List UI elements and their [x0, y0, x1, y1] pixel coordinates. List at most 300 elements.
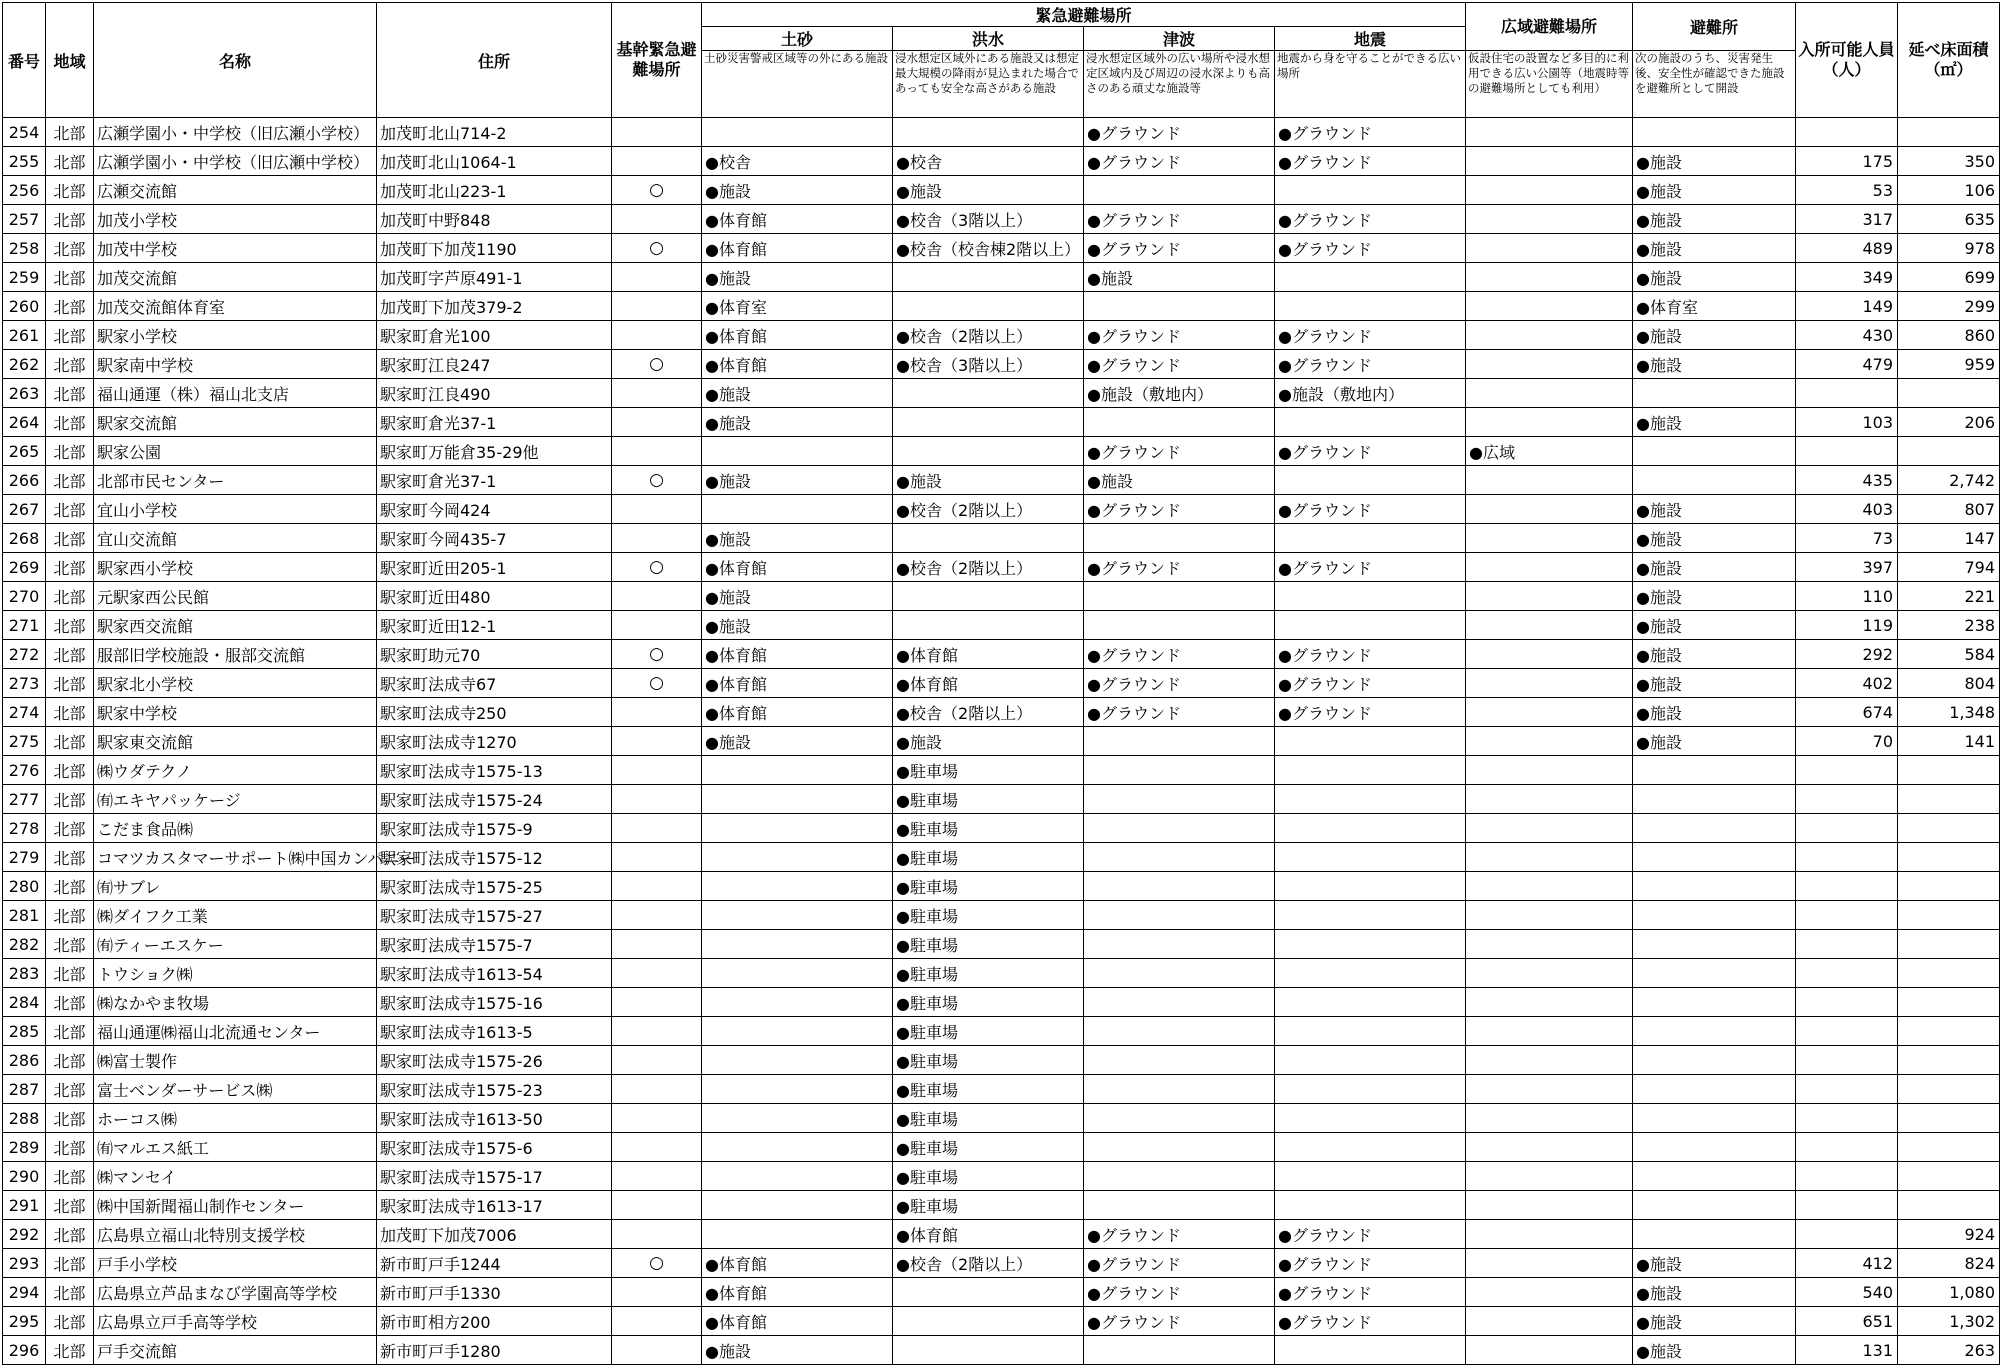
row-shelter: ●体育室 [1633, 292, 1796, 321]
row-floor-area: 860 [1898, 321, 2000, 350]
row-base-emergency [612, 321, 702, 350]
table-row [3, 959, 2000, 988]
row-shelter [1633, 1191, 1796, 1220]
table-row [3, 408, 2000, 437]
row-landslide [702, 814, 893, 843]
table-row [3, 669, 2000, 698]
row-tsunami [1084, 524, 1275, 553]
row-flood [893, 263, 1084, 292]
row-landslide [702, 756, 893, 785]
row-wide-area [1466, 147, 1633, 176]
row-shelter: ●施設 [1633, 553, 1796, 582]
row-capacity [1796, 437, 1898, 466]
row-capacity: 435 [1796, 466, 1898, 495]
row-number: 282 [3, 930, 46, 959]
row-base-emergency [612, 263, 702, 292]
header-capacity: 入所可能人員（人） [1796, 3, 1898, 118]
row-shelter: ●施設 [1633, 698, 1796, 727]
row-name: 加茂交流館 [94, 263, 377, 292]
table-row [3, 1249, 2000, 1278]
row-shelter [1633, 930, 1796, 959]
row-shelter: ●施設 [1633, 1249, 1796, 1278]
header-flood: 洪水 [893, 27, 1084, 51]
row-tsunami [1084, 901, 1275, 930]
row-shelter: ●施設 [1633, 611, 1796, 640]
row-flood: ●体育館 [893, 640, 1084, 669]
row-region: 北部 [46, 785, 94, 814]
row-earthquake [1275, 872, 1466, 901]
row-landslide: ●施設 [702, 408, 893, 437]
row-floor-area: 299 [1898, 292, 2000, 321]
row-number: 288 [3, 1104, 46, 1133]
row-name: 服部旧学校施設・服部交流館 [94, 640, 377, 669]
header-emergency-group: 緊急避難場所 [702, 3, 1466, 27]
row-number: 285 [3, 1017, 46, 1046]
row-base-emergency [612, 1104, 702, 1133]
row-tsunami: ●グラウンド [1084, 553, 1275, 582]
row-region: 北部 [46, 292, 94, 321]
row-earthquake: ●グラウンド [1275, 437, 1466, 466]
row-landslide: ●体育館 [702, 321, 893, 350]
table-row [3, 727, 2000, 756]
row-number: 260 [3, 292, 46, 321]
row-flood [893, 292, 1084, 321]
row-shelter [1633, 756, 1796, 785]
row-tsunami [1084, 872, 1275, 901]
row-address: 加茂町北山223-1 [377, 176, 612, 205]
row-flood: ●施設 [893, 176, 1084, 205]
row-capacity: 479 [1796, 350, 1898, 379]
row-tsunami [1084, 843, 1275, 872]
row-floor-area [1898, 785, 2000, 814]
table-row [3, 785, 2000, 814]
table-row [3, 1191, 2000, 1220]
row-base-emergency: ○ [612, 234, 702, 263]
row-floor-area: 2,742 [1898, 466, 2000, 495]
row-earthquake: ●グラウンド [1275, 234, 1466, 263]
row-flood: ●駐車場 [893, 814, 1084, 843]
row-flood [893, 1278, 1084, 1307]
shelter-table [2, 2, 2000, 1365]
row-shelter: ●施設 [1633, 669, 1796, 698]
row-floor-area: 1,080 [1898, 1278, 2000, 1307]
row-floor-area: 141 [1898, 727, 2000, 756]
row-shelter: ●施設 [1633, 205, 1796, 234]
row-address: 駅家町法成寺1575-13 [377, 756, 612, 785]
row-address: 駅家町万能倉35-29他 [377, 437, 612, 466]
row-landslide [702, 959, 893, 988]
row-address: 駅家町近田12-1 [377, 611, 612, 640]
row-floor-area [1898, 1104, 2000, 1133]
row-flood [893, 611, 1084, 640]
row-flood: ●駐車場 [893, 959, 1084, 988]
row-number: 254 [3, 118, 46, 147]
row-capacity [1796, 1075, 1898, 1104]
row-floor-area: 106 [1898, 176, 2000, 205]
row-region: 北部 [46, 959, 94, 988]
row-tsunami: ●グラウンド [1084, 147, 1275, 176]
row-tsunami [1084, 1017, 1275, 1046]
row-name: トウショク㈱ [94, 959, 377, 988]
table-row [3, 466, 2000, 495]
row-floor-area [1898, 814, 2000, 843]
row-address: 駅家町法成寺1613-50 [377, 1104, 612, 1133]
row-shelter: ●施設 [1633, 147, 1796, 176]
row-address: 駅家町近田205-1 [377, 553, 612, 582]
row-wide-area [1466, 1017, 1633, 1046]
row-number: 258 [3, 234, 46, 263]
row-landslide [702, 1162, 893, 1191]
row-address: 駅家町助元70 [377, 640, 612, 669]
row-landslide: ●施設 [702, 611, 893, 640]
table-row [3, 872, 2000, 901]
row-number: 287 [3, 1075, 46, 1104]
row-wide-area [1466, 611, 1633, 640]
row-shelter [1633, 118, 1796, 147]
row-capacity: 110 [1796, 582, 1898, 611]
row-landslide [702, 1104, 893, 1133]
row-tsunami [1084, 408, 1275, 437]
table-row [3, 582, 2000, 611]
row-earthquake: ●グラウンド [1275, 1220, 1466, 1249]
row-flood: ●校舎（2階以上） [893, 553, 1084, 582]
row-earthquake: ●グラウンド [1275, 669, 1466, 698]
row-capacity [1796, 1133, 1898, 1162]
row-address: 駅家町江良247 [377, 350, 612, 379]
row-tsunami: ●グラウンド [1084, 205, 1275, 234]
row-name: 加茂中学校 [94, 234, 377, 263]
row-wide-area [1466, 205, 1633, 234]
row-tsunami [1084, 756, 1275, 785]
row-name: 広島県立芦品まなび学園高等学校 [94, 1278, 377, 1307]
table-row [3, 118, 2000, 147]
row-landslide [702, 988, 893, 1017]
row-capacity: 397 [1796, 553, 1898, 582]
row-base-emergency [612, 1162, 702, 1191]
row-region: 北部 [46, 205, 94, 234]
row-address: 駅家町法成寺1575-16 [377, 988, 612, 1017]
row-name: 加茂小学校 [94, 205, 377, 234]
row-number: 284 [3, 988, 46, 1017]
row-address: 新市町相方200 [377, 1307, 612, 1336]
row-tsunami [1084, 814, 1275, 843]
row-shelter: ●施設 [1633, 1307, 1796, 1336]
row-number: 275 [3, 727, 46, 756]
table-row [3, 1220, 2000, 1249]
row-number: 261 [3, 321, 46, 350]
row-wide-area [1466, 640, 1633, 669]
row-shelter [1633, 1162, 1796, 1191]
row-tsunami [1084, 1046, 1275, 1075]
row-address: 駅家町法成寺1613-5 [377, 1017, 612, 1046]
row-shelter: ●施設 [1633, 408, 1796, 437]
row-tsunami [1084, 1075, 1275, 1104]
row-address: 加茂町下加茂379-2 [377, 292, 612, 321]
row-floor-area: 804 [1898, 669, 2000, 698]
row-number: 264 [3, 408, 46, 437]
row-capacity [1796, 756, 1898, 785]
row-wide-area [1466, 1162, 1633, 1191]
row-name: ホーコス㈱ [94, 1104, 377, 1133]
row-region: 北部 [46, 814, 94, 843]
row-tsunami [1084, 582, 1275, 611]
row-address: 新市町戸手1330 [377, 1278, 612, 1307]
row-number: 267 [3, 495, 46, 524]
row-floor-area: 350 [1898, 147, 2000, 176]
row-capacity: 412 [1796, 1249, 1898, 1278]
row-earthquake [1275, 1162, 1466, 1191]
row-floor-area: 1,302 [1898, 1307, 2000, 1336]
row-base-emergency [612, 698, 702, 727]
row-tsunami [1084, 292, 1275, 321]
row-wide-area [1466, 785, 1633, 814]
table-row [3, 553, 2000, 582]
header-tsunami: 津波 [1084, 27, 1275, 51]
row-number: 262 [3, 350, 46, 379]
row-wide-area [1466, 1133, 1633, 1162]
row-name: 広島県立戸手高等学校 [94, 1307, 377, 1336]
table-row [3, 640, 2000, 669]
row-tsunami [1084, 1104, 1275, 1133]
row-capacity: 131 [1796, 1336, 1898, 1365]
row-region: 北部 [46, 727, 94, 756]
row-wide-area [1466, 495, 1633, 524]
row-region: 北部 [46, 988, 94, 1017]
row-name: 駅家小学校 [94, 321, 377, 350]
row-region: 北部 [46, 843, 94, 872]
row-wide-area [1466, 379, 1633, 408]
row-tsunami: ●グラウンド [1084, 321, 1275, 350]
row-name: ㈱富士製作 [94, 1046, 377, 1075]
table-row [3, 930, 2000, 959]
row-base-emergency [612, 930, 702, 959]
row-address: 新市町戸手1244 [377, 1249, 612, 1278]
row-region: 北部 [46, 756, 94, 785]
row-address: 加茂町中野848 [377, 205, 612, 234]
row-tsunami [1084, 1162, 1275, 1191]
row-tsunami [1084, 727, 1275, 756]
table-row [3, 698, 2000, 727]
row-region: 北部 [46, 176, 94, 205]
header-number: 番号 [3, 3, 46, 118]
row-shelter [1633, 785, 1796, 814]
row-flood: ●駐車場 [893, 930, 1084, 959]
row-region: 北部 [46, 1307, 94, 1336]
row-landslide [702, 872, 893, 901]
table-row [3, 524, 2000, 553]
shelter-list-sheet [2, 2, 2000, 1365]
row-base-emergency [612, 1075, 702, 1104]
row-wide-area [1466, 118, 1633, 147]
row-region: 北部 [46, 872, 94, 901]
row-shelter [1633, 901, 1796, 930]
row-base-emergency: ○ [612, 553, 702, 582]
desc-wide-area: 仮設住宅の設置など多目的に利用できる広い公園等（地震時等の避難場所としても利用） [1466, 51, 1633, 118]
row-earthquake [1275, 263, 1466, 292]
row-address: 駅家町法成寺1575-6 [377, 1133, 612, 1162]
row-wide-area [1466, 814, 1633, 843]
row-floor-area [1898, 437, 2000, 466]
row-tsunami: ●グラウンド [1084, 1278, 1275, 1307]
row-flood: ●駐車場 [893, 988, 1084, 1017]
row-capacity [1796, 785, 1898, 814]
row-address: 駅家町法成寺1575-9 [377, 814, 612, 843]
desc-earthquake: 地震から身を守ることができる広い場所 [1275, 51, 1466, 118]
row-name: 福山通運（株）福山北支店 [94, 379, 377, 408]
row-earthquake [1275, 466, 1466, 495]
header-earthquake: 地震 [1275, 27, 1466, 51]
row-flood: ●校舎（2階以上） [893, 1249, 1084, 1278]
row-address: 駅家町法成寺1575-26 [377, 1046, 612, 1075]
row-address: 駅家町法成寺1575-7 [377, 930, 612, 959]
row-landslide [702, 1191, 893, 1220]
row-region: 北部 [46, 640, 94, 669]
row-name: ㈱ダイフク工業 [94, 901, 377, 930]
row-name: ㈲マルエス紙工 [94, 1133, 377, 1162]
row-floor-area [1898, 1046, 2000, 1075]
row-capacity [1796, 901, 1898, 930]
row-floor-area [1898, 872, 2000, 901]
row-number: 296 [3, 1336, 46, 1365]
row-region: 北部 [46, 1220, 94, 1249]
row-shelter [1633, 988, 1796, 1017]
header-address: 住所 [377, 3, 612, 118]
row-wide-area [1466, 988, 1633, 1017]
row-flood: ●校舎（2階以上） [893, 321, 1084, 350]
row-wide-area [1466, 1075, 1633, 1104]
row-flood: ●校舎（3階以上） [893, 350, 1084, 379]
row-region: 北部 [46, 582, 94, 611]
row-name: 広瀬交流館 [94, 176, 377, 205]
row-name: 宜山交流館 [94, 524, 377, 553]
row-name: 駅家西小学校 [94, 553, 377, 582]
row-wide-area [1466, 959, 1633, 988]
row-region: 北部 [46, 1191, 94, 1220]
row-flood: ●校舎（校舎棟2階以上） [893, 234, 1084, 263]
row-capacity [1796, 1162, 1898, 1191]
row-landslide [702, 1220, 893, 1249]
row-wide-area [1466, 1278, 1633, 1307]
row-tsunami: ●グラウンド [1084, 437, 1275, 466]
row-flood: ●駐車場 [893, 843, 1084, 872]
row-name: ㈱なかやま牧場 [94, 988, 377, 1017]
row-number: 255 [3, 147, 46, 176]
row-earthquake: ●施設（敷地内） [1275, 379, 1466, 408]
row-floor-area: 978 [1898, 234, 2000, 263]
row-base-emergency: ○ [612, 350, 702, 379]
row-shelter [1633, 843, 1796, 872]
row-capacity: 349 [1796, 263, 1898, 292]
row-landslide [702, 1046, 893, 1075]
row-tsunami [1084, 930, 1275, 959]
table-row [3, 350, 2000, 379]
row-landslide: ●体育館 [702, 1278, 893, 1307]
row-capacity [1796, 930, 1898, 959]
header-base-emergency: 基幹緊急避難場所 [612, 3, 702, 118]
row-name: 駅家北小学校 [94, 669, 377, 698]
row-number: 272 [3, 640, 46, 669]
row-earthquake: ●グラウンド [1275, 1307, 1466, 1336]
row-wide-area [1466, 930, 1633, 959]
row-address: 加茂町北山714-2 [377, 118, 612, 147]
row-region: 北部 [46, 1075, 94, 1104]
row-flood [893, 408, 1084, 437]
row-flood: ●体育館 [893, 669, 1084, 698]
row-base-emergency: ○ [612, 176, 702, 205]
row-shelter: ●施設 [1633, 524, 1796, 553]
row-number: 265 [3, 437, 46, 466]
row-tsunami: ●グラウンド [1084, 118, 1275, 147]
row-shelter: ●施設 [1633, 1336, 1796, 1365]
row-capacity [1796, 1046, 1898, 1075]
table-row [3, 814, 2000, 843]
row-base-emergency [612, 1307, 702, 1336]
desc-tsunami: 浸水想定区域外の広い場所や浸水想定区域内及び周辺の浸水深よりも高さのある頑丈な施設等 [1084, 51, 1275, 118]
row-shelter: ●施設 [1633, 350, 1796, 379]
row-wide-area [1466, 524, 1633, 553]
row-base-emergency [612, 1278, 702, 1307]
row-base-emergency [612, 785, 702, 814]
row-region: 北部 [46, 930, 94, 959]
table-body [3, 118, 2000, 1365]
row-earthquake: ●グラウンド [1275, 495, 1466, 524]
row-earthquake [1275, 988, 1466, 1017]
row-name: コマツカスタマーサポート㈱中国カンパニー [94, 843, 377, 872]
row-shelter [1633, 959, 1796, 988]
row-number: 259 [3, 263, 46, 292]
row-capacity: 70 [1796, 727, 1898, 756]
row-base-emergency [612, 437, 702, 466]
row-tsunami: ●グラウンド [1084, 669, 1275, 698]
row-floor-area [1898, 930, 2000, 959]
row-capacity [1796, 1191, 1898, 1220]
row-landslide [702, 1133, 893, 1162]
row-wide-area: ●広域 [1466, 437, 1633, 466]
row-number: 270 [3, 582, 46, 611]
row-shelter [1633, 1017, 1796, 1046]
row-tsunami: ●グラウンド [1084, 1249, 1275, 1278]
row-tsunami: ●グラウンド [1084, 1307, 1275, 1336]
row-landslide: ●校舎 [702, 147, 893, 176]
row-address: 駅家町法成寺1613-54 [377, 959, 612, 988]
row-base-emergency: ○ [612, 466, 702, 495]
row-tsunami: ●グラウンド [1084, 1220, 1275, 1249]
row-flood: ●駐車場 [893, 1104, 1084, 1133]
row-base-emergency [612, 814, 702, 843]
row-base-emergency [612, 1133, 702, 1162]
row-base-emergency [612, 1336, 702, 1365]
row-tsunami: ●グラウンド [1084, 640, 1275, 669]
row-wide-area [1466, 263, 1633, 292]
row-landslide: ●施設 [702, 263, 893, 292]
row-floor-area [1898, 901, 2000, 930]
row-address: 駅家町法成寺1613-17 [377, 1191, 612, 1220]
table-row [3, 1336, 2000, 1365]
row-number: 276 [3, 756, 46, 785]
row-landslide: ●施設 [702, 466, 893, 495]
row-region: 北部 [46, 495, 94, 524]
table-row [3, 176, 2000, 205]
table-row [3, 1017, 2000, 1046]
row-tsunami [1084, 1191, 1275, 1220]
row-capacity [1796, 959, 1898, 988]
row-capacity: 674 [1796, 698, 1898, 727]
row-capacity: 402 [1796, 669, 1898, 698]
row-name: 駅家交流館 [94, 408, 377, 437]
row-number: 294 [3, 1278, 46, 1307]
row-earthquake [1275, 843, 1466, 872]
row-earthquake [1275, 1336, 1466, 1365]
